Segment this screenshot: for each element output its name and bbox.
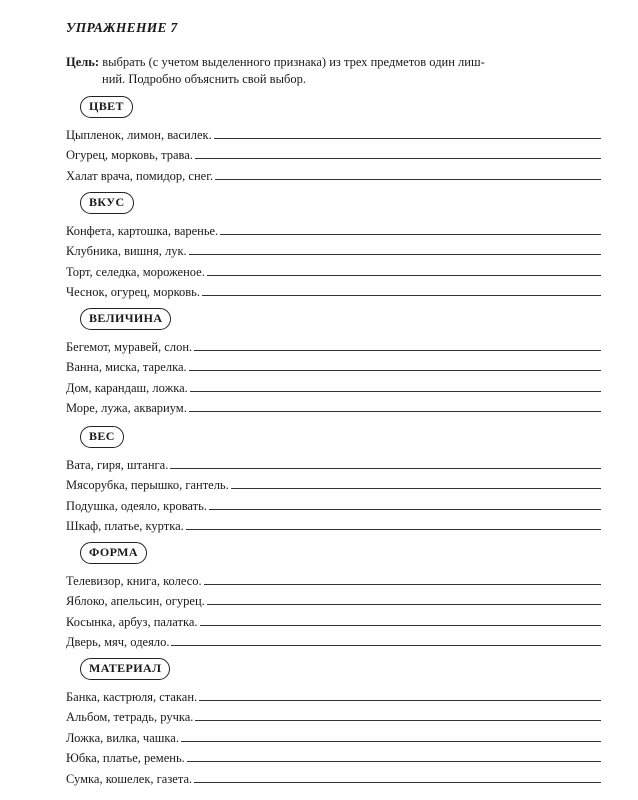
section-6: [66, 658, 601, 787]
exercise-row: [66, 355, 601, 376]
exercise-row: [66, 766, 601, 787]
answer-line[interactable]: [207, 603, 601, 605]
exercise-item-text: Банка, кастрюля, стакан.: [66, 689, 198, 704]
exercise-row: [66, 705, 601, 726]
section-2: [66, 192, 601, 300]
answer-line[interactable]: [204, 583, 601, 585]
exercise-item-text: Яблоко, апельсин, огурец.: [66, 594, 205, 609]
exercise-item-text: Конфета, картошка, варенье.: [66, 223, 219, 238]
answer-line[interactable]: [194, 781, 601, 783]
section-badge: ФОРМА: [80, 542, 147, 564]
exercise-item-text: Бегемот, муравей, слон.: [66, 339, 193, 354]
exercise-row: [66, 375, 601, 396]
exercise-row: [66, 473, 601, 494]
answer-line[interactable]: [189, 410, 601, 412]
exercise-item-text: Юбка, платье, ремень.: [66, 751, 185, 766]
answer-line[interactable]: [199, 699, 601, 701]
answer-line[interactable]: [195, 719, 601, 721]
exercise-row: [66, 514, 601, 535]
answer-line[interactable]: [202, 294, 601, 296]
answer-line[interactable]: [186, 528, 601, 530]
section-3: [66, 308, 601, 416]
exercise-row: [66, 396, 601, 417]
section-badge: ВКУС: [80, 192, 134, 214]
exercise-row: [66, 452, 601, 473]
exercise-row: [66, 334, 601, 355]
exercise-item-text: Чеснок, огурец, морковь.: [66, 285, 200, 300]
exercise-row: [66, 609, 601, 630]
answer-line[interactable]: [195, 157, 601, 159]
exercise-row: [66, 259, 601, 280]
exercise-title: УПРАЖНЕНИЕ 7: [66, 20, 178, 35]
exercise-row: [66, 568, 601, 589]
answer-line[interactable]: [181, 740, 601, 742]
exercise-item-text: Ванна, миска, тарелка.: [66, 360, 187, 375]
answer-line[interactable]: [194, 349, 601, 351]
exercise-row: [66, 143, 601, 164]
answer-line[interactable]: [220, 233, 601, 235]
exercise-row: [66, 122, 601, 143]
section-5: [66, 542, 601, 650]
answer-line[interactable]: [170, 467, 601, 469]
section-4: [66, 426, 601, 534]
exercise-item-text: Халат врача, помидор, снег.: [66, 168, 214, 183]
answer-line[interactable]: [215, 178, 601, 180]
goal-label: Цель:: [66, 55, 100, 69]
exercise-item-text: Торт, селедка, мороженое.: [66, 264, 205, 279]
exercise-item-text: Огурец, морковь, трава.: [66, 148, 193, 163]
exercise-item-text: Мясорубка, перышко, гантель.: [66, 478, 229, 493]
answer-line[interactable]: [231, 487, 601, 489]
answer-line[interactable]: [189, 369, 601, 371]
section-badge: ВЕС: [80, 426, 124, 448]
exercise-item-text: Подушка, одеяло, кровать.: [66, 498, 207, 513]
exercise-item-text: Вата, гиря, штанга.: [66, 457, 169, 472]
exercise-row: [66, 218, 601, 239]
exercise-row: [66, 589, 601, 610]
exercise-row: [66, 630, 601, 651]
exercise-row: [66, 239, 601, 260]
exercise-row: [66, 684, 601, 705]
exercise-item-text: Цыпленок, лимон, василек.: [66, 127, 212, 142]
exercise-row: [66, 493, 601, 514]
exercise-item-text: Дверь, мяч, одеяло.: [66, 635, 170, 650]
exercise-item-text: Альбом, тетрадь, ручка.: [66, 710, 194, 725]
answer-line[interactable]: [190, 390, 601, 392]
section-badge: МАТЕРИАЛ: [80, 658, 170, 680]
answer-line[interactable]: [200, 624, 601, 626]
answer-line[interactable]: [207, 274, 601, 276]
exercise-item-text: Телевизор, книга, колесо.: [66, 573, 202, 588]
exercise-row: [66, 725, 601, 746]
answer-line[interactable]: [171, 644, 601, 646]
goal-text-line-2: ний. Подробно объяснить свой выбор.: [102, 72, 306, 86]
goal-text-line-1: выбрать (с учетом выделенного признака) из трех предметов один лиш-: [102, 55, 485, 69]
exercise-item-text: Море, лужа, аквариум.: [66, 401, 187, 416]
exercise-item-text: Шкаф, платье, куртка.: [66, 519, 184, 534]
exercise-row: [66, 280, 601, 301]
exercise-item-text: Ложка, вилка, чашка.: [66, 730, 179, 745]
answer-line[interactable]: [214, 137, 601, 139]
section-1: [66, 96, 601, 184]
exercise-item-text: Дом, карандаш, ложка.: [66, 380, 188, 395]
answer-line[interactable]: [209, 508, 601, 510]
exercise-item-text: Косынка, арбуз, палатка.: [66, 614, 198, 629]
exercise-row: [66, 746, 601, 767]
section-badge: ЦВЕТ: [80, 96, 133, 118]
section-badge: ВЕЛИЧИНА: [80, 308, 171, 330]
exercise-item-text: Сумка, кошелек, газета.: [66, 771, 193, 786]
exercise-row: [66, 163, 601, 184]
answer-line[interactable]: [187, 760, 601, 762]
exercise-goal: [66, 54, 601, 88]
exercise-item-text: Клубника, вишня, лук.: [66, 244, 187, 259]
answer-line[interactable]: [189, 253, 601, 255]
